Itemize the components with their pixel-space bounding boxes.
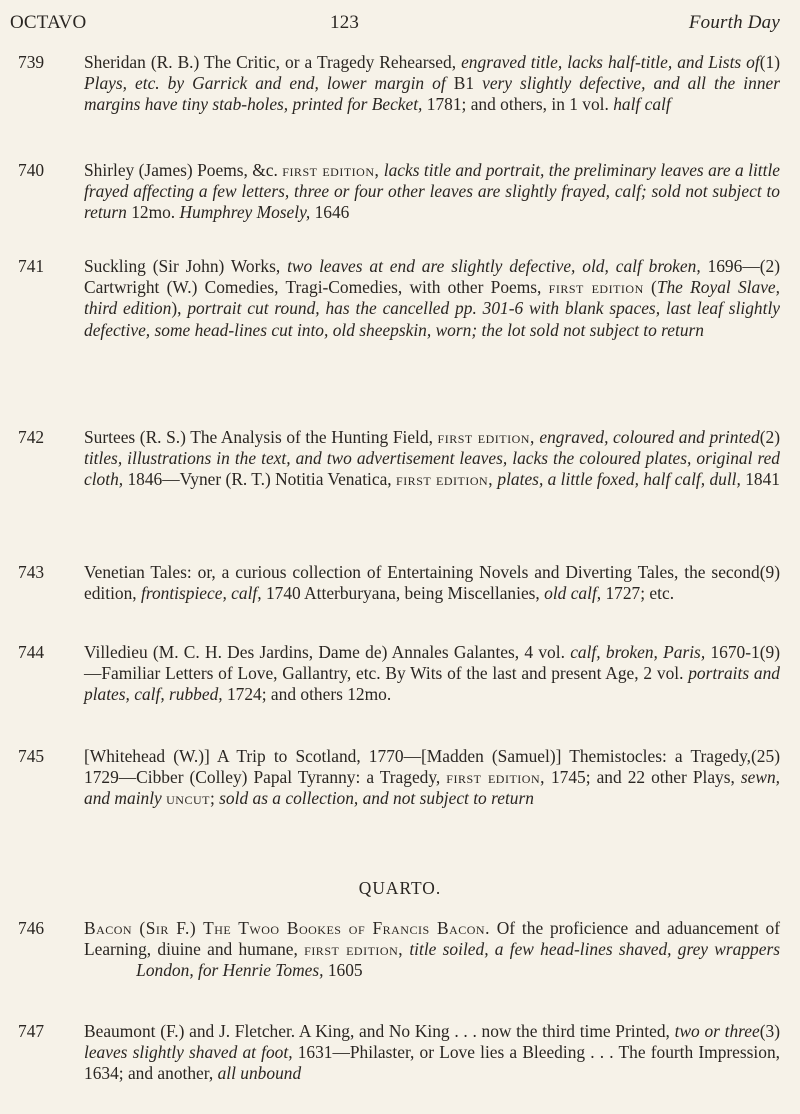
lot-entry xyxy=(10,746,780,810)
lot-text: Beaumont (F.) and J. Fletcher. A King, and No King . . . now the third time Printed, two or three leaves slightly shaved at foot, 1631—Philaster, or Love lies a Bleeding . . . The fourth Impression, 1634; and another, all unbound xyxy=(84,1021,781,1084)
header-format: OCTAVO xyxy=(10,12,87,33)
lot-text: Bacon (Sir F.) The Twoo Bookes of Francis Bacon. Of the proficience and aduancement of Learning, diuine and humane, first edition, title soiled, a few head-lines shaved, grey wrappers London, for Henrie Tomes, 1605 xyxy=(84,918,780,981)
lot-quantity: (2) xyxy=(759,256,780,276)
lot-quantity: (1) xyxy=(759,52,780,72)
lot-description xyxy=(84,256,780,341)
lot-quantity: (3) xyxy=(759,1021,780,1041)
header-day: Fourth Day xyxy=(688,12,780,33)
lot-description xyxy=(84,1021,780,1085)
page-header xyxy=(10,12,780,38)
lot-text: [Whitehead (W.)] A Trip to Scotland, 1770—[Madden (Samuel)] Themistocles: a Tragedy, 1729—Cibber (Colley) Papal Tyranny: a Tragedy, first edition, 1745; and 22 other Plays, sewn, and mainly uncut; sold as a collection, and not subject to return xyxy=(84,746,780,809)
lot-entry xyxy=(10,642,780,706)
lot-entry xyxy=(10,427,780,491)
page-number: 123 xyxy=(330,12,360,33)
lot-entry xyxy=(10,562,780,604)
lot-description xyxy=(84,918,780,982)
lot-number: 743 xyxy=(18,562,45,582)
lot-number: 746 xyxy=(18,918,45,938)
lot-quantity: (25) xyxy=(751,746,780,766)
lot-entry xyxy=(10,52,780,116)
lot-text: Suckling (Sir John) Works, two leaves at end are slightly defective, old, calf broken, 1696—Cartwright (W.) Comedies, Tragi-Comedies, with other Poems, first edition (The Royal Slave, third edition), portrait cut round, has the cancelled pp. 301-6 with blank spaces, last leaf slightly defective, some head-lines cut into, old sheepskin, worn; the lot sold not subject to return xyxy=(84,256,781,340)
lot-number: 740 xyxy=(18,160,45,180)
lot-description xyxy=(84,52,780,116)
lot-description xyxy=(84,562,780,604)
lot-number: 739 xyxy=(18,52,45,72)
lot-entry xyxy=(10,160,780,224)
lot-text: Sheridan (R. B.) The Critic, or a Tragedy Rehearsed, engraved title, lacks half-title, and Lists of Plays, etc. by Garrick and end, lower margin of B1 very slightly defective, and all the inner margins have tiny stab-holes, printed for Becket, 1781; and others, in 1 vol. half calf xyxy=(84,52,781,115)
lot-quantity: (9) xyxy=(759,642,780,662)
lot-number: 741 xyxy=(18,256,45,276)
lot-entry xyxy=(10,1021,780,1085)
section-heading: QUARTO. xyxy=(358,878,442,898)
lot-description xyxy=(84,746,780,810)
lot-quantity: (9) xyxy=(759,562,780,582)
lot-text: Venetian Tales: or, a curious collection of Entertaining Novels and Diverting Tales, the second edition, frontispiece, calf, 1740 Atterburyana, being Miscellanies, old calf, 1727; etc. xyxy=(84,562,760,604)
lot-number: 747 xyxy=(18,1021,45,1041)
lot-text: Shirley (James) Poems, &c. first edition, lacks title and portrait, the preliminary leaves are a little frayed affecting a few letters, three or four other leaves are slightly frayed, calf; sold not subject to return 12mo. Humphrey Mosely, 1646 xyxy=(84,160,781,223)
lot-text: Villedieu (M. C. H. Des Jardins, Dame de) Annales Galantes, 4 vol. calf, broken, Paris, 1670-1—Familiar Letters of Love, Gallantry, etc. By Wits of the last and present Age, 2 vol. portraits and plates, calf, rubbed, 1724; and others 12mo. xyxy=(84,642,780,705)
lot-entry xyxy=(10,256,780,341)
lot-description xyxy=(84,160,780,224)
lot-number: 742 xyxy=(18,427,45,447)
lot-entry xyxy=(10,918,780,982)
lot-number: 745 xyxy=(18,746,45,766)
lot-quantity: (2) xyxy=(759,427,780,447)
lot-text: Surtees (R. S.) The Analysis of the Hunting Field, first edition, engraved, coloured and printed titles, illustrations in the text, and two advertisement leaves, lacks the coloured plates, original red cloth, 1846—Vyner (R. T.) Notitia Venatica, first edition, plates, a little foxed, half calf, dull, 1841 xyxy=(84,427,780,490)
lot-description xyxy=(84,642,780,706)
lot-description xyxy=(84,427,780,491)
lot-number: 744 xyxy=(18,642,45,662)
